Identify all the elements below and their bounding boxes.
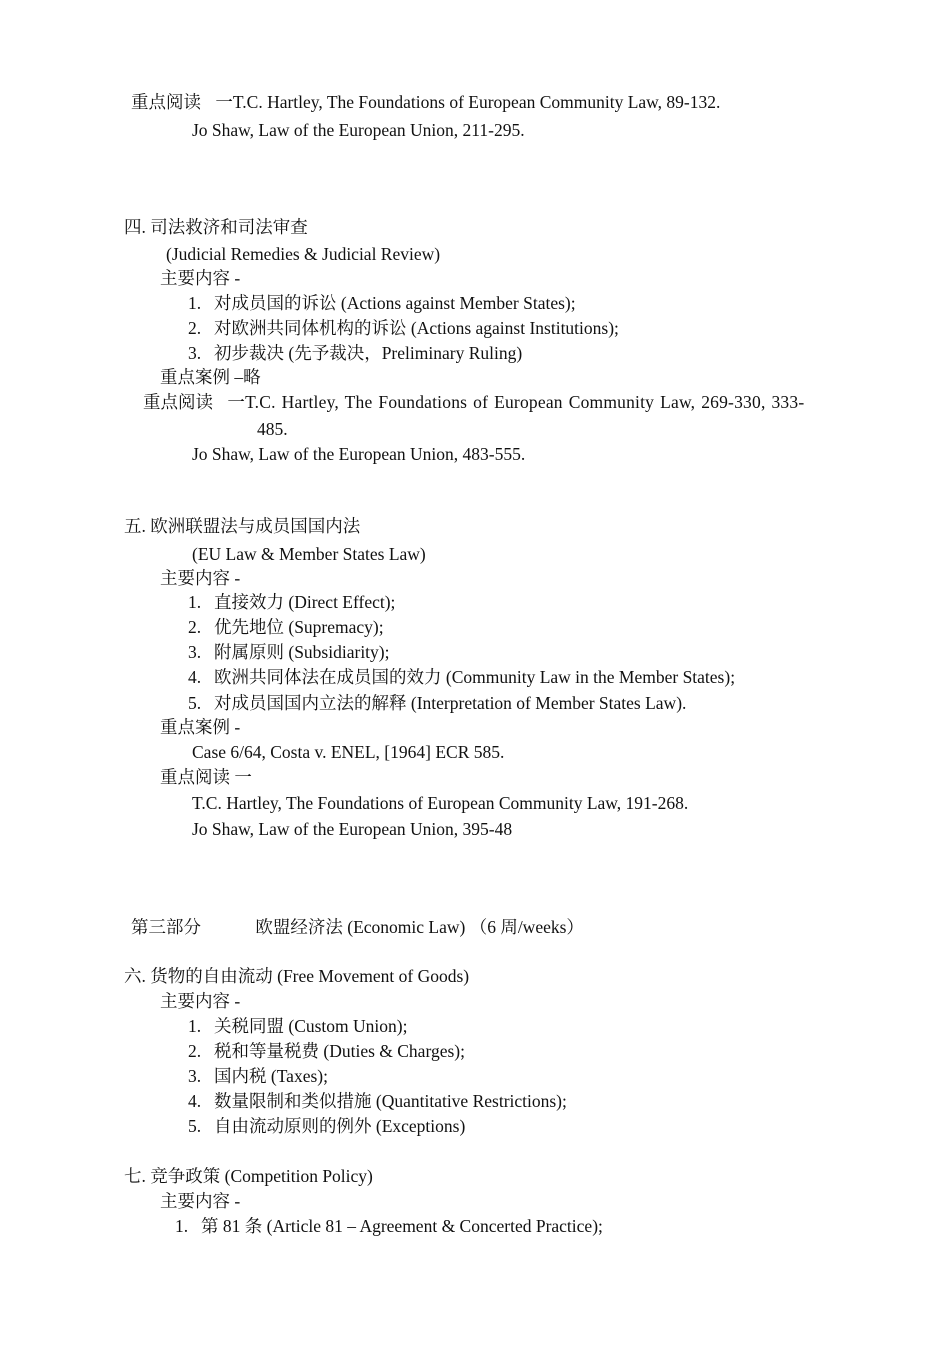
list-item-number: 2. <box>188 617 202 637</box>
list-item <box>188 342 522 364</box>
list-item-number: 4. <box>188 1091 202 1111</box>
list-item-text: 对成员国国内立法的解释 (Interpretation of Member States Law). <box>214 693 687 713</box>
content-label: 主要内容 - <box>160 991 241 1011</box>
list-item <box>188 1015 407 1037</box>
reading-label: 重点阅读 <box>143 392 213 412</box>
section-heading: 五. 欧洲联盟法与成员国国内法 <box>124 516 361 536</box>
list-item-number: 5. <box>188 1116 202 1136</box>
list-item-text: 附属原则 (Subsidiarity); <box>214 642 390 662</box>
list-item-number: 3. <box>188 642 202 662</box>
section-heading: 七. 竞争政策 (Competition Policy) <box>124 1166 373 1186</box>
reading-reference-continued: 485. <box>257 419 288 439</box>
intro-reading-line <box>131 91 720 113</box>
list-item-text: 初步裁决 (先予裁决，Preliminary Ruling) <box>214 343 523 363</box>
list-item <box>188 1090 567 1112</box>
list-item-number: 3. <box>188 1066 202 1086</box>
list-item-number: 3. <box>188 343 202 363</box>
intro-reading-reference: 一T.C. Hartley, The Foundations of European Community Law, 89-132. <box>215 92 721 112</box>
content-label: 主要内容 - <box>160 568 241 588</box>
part-title: 欧盟经济法 (Economic Law) （6 周/weeks） <box>255 917 584 937</box>
list-item-text: 直接效力 (Direct Effect); <box>214 592 396 612</box>
reading-reference: 一T.C. Hartley, The Foundations of European Community Law, 269-330, 333- <box>227 392 805 412</box>
list-item <box>188 641 389 663</box>
list-item-number: 1. <box>188 1016 202 1036</box>
list-item <box>188 317 619 339</box>
list-item-text: 对成员国的诉讼 (Actions against Member States); <box>214 293 576 313</box>
content-label: 主要内容 - <box>160 268 241 288</box>
cases-label: 重点案例 - <box>160 717 241 737</box>
list-item <box>188 616 384 638</box>
section-heading: 六. 货物的自由流动 (Free Movement of Goods) <box>124 966 470 986</box>
list-item-text: 对欧洲共同体机构的诉讼 (Actions against Institutions); <box>214 318 619 338</box>
list-item-text: 数量限制和类似措施 (Quantitative Restrictions); <box>214 1091 567 1111</box>
list-item-text: 第 81 条 (Article 81 – Agreement & Concerted Practice); <box>201 1216 603 1236</box>
list-item <box>188 591 395 613</box>
reading-label: 重点阅读 一 <box>160 767 252 787</box>
list-item-text: 税和等量税费 (Duties & Charges); <box>214 1041 465 1061</box>
list-item-number: 1. <box>188 293 202 313</box>
list-item-text: 国内税 (Taxes); <box>214 1066 328 1086</box>
list-item-text: 自由流动原则的例外 (Exceptions) <box>214 1116 466 1136</box>
list-item-text: 欧洲共同体法在成员国的效力 (Community Law in the Member States); <box>214 667 736 687</box>
case-citation: Case 6/64, Costa v. ENEL, [1964] ECR 585. <box>192 742 505 762</box>
list-item <box>188 1040 465 1062</box>
list-item <box>188 692 686 714</box>
section-english-title: (Judicial Remedies & Judicial Review) <box>166 244 441 264</box>
section-heading: 四. 司法救济和司法审查 <box>124 217 308 237</box>
part-heading <box>131 916 584 938</box>
list-item <box>188 666 735 688</box>
list-item <box>188 292 576 314</box>
part-label: 第三部分 <box>131 917 201 937</box>
list-item-text: 优先地位 (Supremacy); <box>214 617 384 637</box>
list-item-number: 1. <box>188 592 202 612</box>
list-item-number: 2. <box>188 1041 202 1061</box>
section-english-title: (EU Law & Member States Law) <box>192 544 426 564</box>
reading-line <box>143 391 804 413</box>
list-item-text: 关税同盟 (Custom Union); <box>214 1016 408 1036</box>
content-label: 主要内容 - <box>160 1191 241 1211</box>
list-item-number: 1. <box>175 1216 189 1236</box>
reading-reference: Jo Shaw, Law of the European Union, 483-555. <box>192 444 526 464</box>
reading-reference: Jo Shaw, Law of the European Union, 395-48 <box>192 819 513 839</box>
cases-label: 重点案例 –略 <box>160 367 261 387</box>
list-item-number: 4. <box>188 667 202 687</box>
reading-reference: T.C. Hartley, The Foundations of European Community Law, 191-268. <box>192 793 689 813</box>
list-item <box>188 1115 465 1137</box>
intro-reading-label: 重点阅读 <box>131 92 201 112</box>
list-item-number: 5. <box>188 693 202 713</box>
list-item <box>188 1065 328 1087</box>
list-item <box>175 1215 603 1237</box>
list-item-number: 2. <box>188 318 202 338</box>
intro-reading-reference: Jo Shaw, Law of the European Union, 211-295. <box>192 120 525 140</box>
